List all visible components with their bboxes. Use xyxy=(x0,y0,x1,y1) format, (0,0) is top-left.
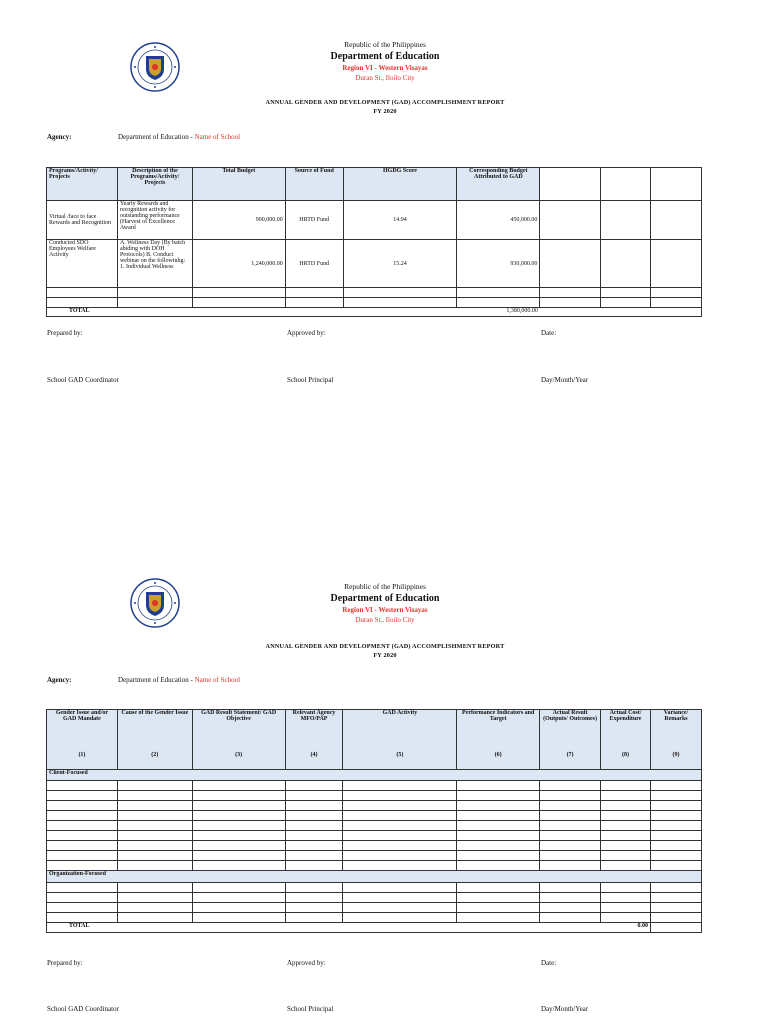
approved-by-label: Approved by: xyxy=(287,329,326,337)
empty-cell xyxy=(651,201,702,240)
col-source-of-fund: Source of Fund xyxy=(285,168,343,201)
table-row xyxy=(47,893,702,903)
col-gad-activity: GAD Activity xyxy=(343,710,457,742)
total-value: 0.00 xyxy=(601,923,651,933)
agency-label: Agency: xyxy=(47,133,72,141)
section-client-focused xyxy=(47,770,702,781)
empty-cell xyxy=(601,240,651,288)
col-number: (2) xyxy=(117,742,192,770)
table-row xyxy=(47,913,702,923)
col-number: (4) xyxy=(285,742,343,770)
table-header-row xyxy=(47,168,702,201)
fund-cell: HRTD Fund xyxy=(285,201,343,240)
col-description: Description of the Programs/Activity/ Projects xyxy=(117,168,192,201)
accomplishment-table xyxy=(46,167,702,317)
total-row xyxy=(47,308,702,317)
description-text: A. Wellness Day (By batch abiding with DOH Protocols) B. Conduct webinar on the followinhg: 1. Individual Wellness xyxy=(119,240,186,270)
gad-budget-cell: 450,000.00 xyxy=(457,201,540,240)
deped-seal-icon xyxy=(130,42,180,92)
col-total-budget: Total Budget xyxy=(192,168,285,201)
fund-cell: HRTD Fund xyxy=(285,240,343,288)
total-label xyxy=(47,308,540,317)
department-text: Department of Education xyxy=(330,51,440,62)
empty-cell xyxy=(540,240,601,288)
republic-text: Republic of the Philippines xyxy=(344,40,426,49)
table-row xyxy=(47,903,702,913)
agency-line xyxy=(47,676,240,684)
table-row xyxy=(47,821,702,831)
report-title xyxy=(180,99,590,115)
letterhead xyxy=(260,40,510,82)
table-row xyxy=(47,883,702,893)
agency-line xyxy=(47,133,240,141)
col-number: (3) xyxy=(192,742,285,770)
description-cell xyxy=(117,201,192,240)
section-organization-focused xyxy=(47,871,702,883)
col-gad-result: GAD Result Statement/ GAD Objective xyxy=(192,710,285,742)
principal-label: School Principal xyxy=(287,376,334,384)
empty-cell xyxy=(650,923,701,933)
total-row xyxy=(47,923,702,933)
prepared-by-label: Prepared by: xyxy=(47,329,83,337)
table-row xyxy=(47,851,702,861)
date-format-label: Day/Month/Year xyxy=(541,376,589,384)
coordinator-label: School GAD Coordinator xyxy=(47,1005,119,1013)
col-actual-cost: Actual Cost/ Expenditure xyxy=(601,710,651,742)
date-format-label: Day/Month/Year xyxy=(541,1005,589,1013)
col-number: (5) xyxy=(343,742,457,770)
agency-value: Department of Education - xyxy=(118,676,195,684)
col-number: (7) xyxy=(540,742,601,770)
description-text: Yearly Rewards and recognition activity for outstanding performance (Harvest of Excellence Award xyxy=(119,201,180,231)
table-row xyxy=(47,791,702,801)
budget-cell: 1,240,000.00 xyxy=(192,240,285,288)
col-gender-issue: Gender Issue and/or GAD Mandate xyxy=(47,710,118,742)
letterhead xyxy=(260,582,510,624)
section-label: Client-Focused xyxy=(47,770,702,781)
report-title-text: ANNUAL GENDER AND DEVELOPMENT (GAD) ACCOMPLISHMENT REPORT xyxy=(265,643,505,650)
total-value: 1,380,000.00 xyxy=(506,308,538,314)
principal-label: School Principal xyxy=(287,1005,334,1013)
table-row xyxy=(47,240,702,288)
col-gad-budget: Corresponding Budget Attributed to GAD xyxy=(457,168,540,201)
budget-cell: 900,000.00 xyxy=(192,201,285,240)
col-mfo-pap: Relevant Agency MFO/PAP xyxy=(285,710,343,742)
department-text: Department of Education xyxy=(330,593,440,604)
approved-by-label: Approved by: xyxy=(287,959,326,967)
col-variance: Variance/ Remarks xyxy=(650,710,701,742)
col-number: (6) xyxy=(457,742,540,770)
column-number-row xyxy=(47,742,702,770)
col-number: (9) xyxy=(650,742,701,770)
republic-text: Republic of the Philippines xyxy=(344,582,426,591)
empty-cell xyxy=(540,308,702,317)
table-row xyxy=(47,811,702,821)
agency-school: Name of School xyxy=(194,133,241,141)
date-label: Date: xyxy=(541,329,557,337)
table-row xyxy=(47,841,702,851)
date-label: Date: xyxy=(541,959,557,967)
report-title xyxy=(180,643,590,659)
fiscal-year: FY 2020 xyxy=(373,108,397,115)
total-label: TOTAL xyxy=(47,923,601,933)
program-cell: Conducted SDO Employees Welfare Activity xyxy=(47,240,118,288)
empty-cell xyxy=(651,168,702,201)
col-cause: Cause of the Gender Issue xyxy=(117,710,192,742)
col-number: (1) xyxy=(47,742,118,770)
col-programs: Programs/Activity/ Projects xyxy=(47,168,118,201)
col-performance: Performance Indicators and Target xyxy=(457,710,540,742)
region-text: Region VI - Western Visayas xyxy=(342,606,428,614)
deped-seal-icon xyxy=(130,578,180,628)
empty-cell xyxy=(540,168,601,201)
empty-cell xyxy=(540,201,601,240)
program-cell: Virtual /face to face Rewards and Recognition xyxy=(47,201,118,240)
description-cell xyxy=(117,240,192,288)
region-text: Region VI - Western Visayas xyxy=(342,64,428,72)
address-text: Duran St., Iloilo City xyxy=(355,616,415,624)
table-row xyxy=(47,298,702,308)
table-row xyxy=(47,201,702,240)
report-title-text: ANNUAL GENDER AND DEVELOPMENT (GAD) ACCOMPLISHMENT REPORT xyxy=(265,99,505,106)
table-row xyxy=(47,781,702,791)
prepared-by-label: Prepared by: xyxy=(47,959,83,967)
col-number: (8) xyxy=(601,742,651,770)
table-row xyxy=(47,861,702,871)
coordinator-label: School GAD Coordinator xyxy=(47,376,119,384)
col-hgdg-score: HGDG Score xyxy=(343,168,457,201)
table-row xyxy=(47,831,702,841)
fiscal-year: FY 2020 xyxy=(373,652,397,659)
empty-cell xyxy=(601,201,651,240)
address-text: Duran St., Iloilo City xyxy=(355,74,415,82)
section-label: Organization-Focused xyxy=(47,871,702,883)
score-cell: 14.94 xyxy=(343,201,457,240)
agency-label: Agency: xyxy=(47,676,72,684)
table-header-row xyxy=(47,710,702,742)
table-row xyxy=(47,801,702,811)
agency-school: Name of School xyxy=(194,676,241,684)
col-actual-result: Actual Result (Outputs/ Outcomes) xyxy=(540,710,601,742)
gad-budget-cell: 930,000.00 xyxy=(457,240,540,288)
agency-value: Department of Education - xyxy=(118,133,195,141)
empty-cell xyxy=(651,240,702,288)
empty-cell xyxy=(601,168,651,201)
table-row xyxy=(47,288,702,298)
score-cell: 15.24 xyxy=(343,240,457,288)
total-label-text: TOTAL xyxy=(69,308,90,314)
gad-plan-table xyxy=(46,709,702,933)
